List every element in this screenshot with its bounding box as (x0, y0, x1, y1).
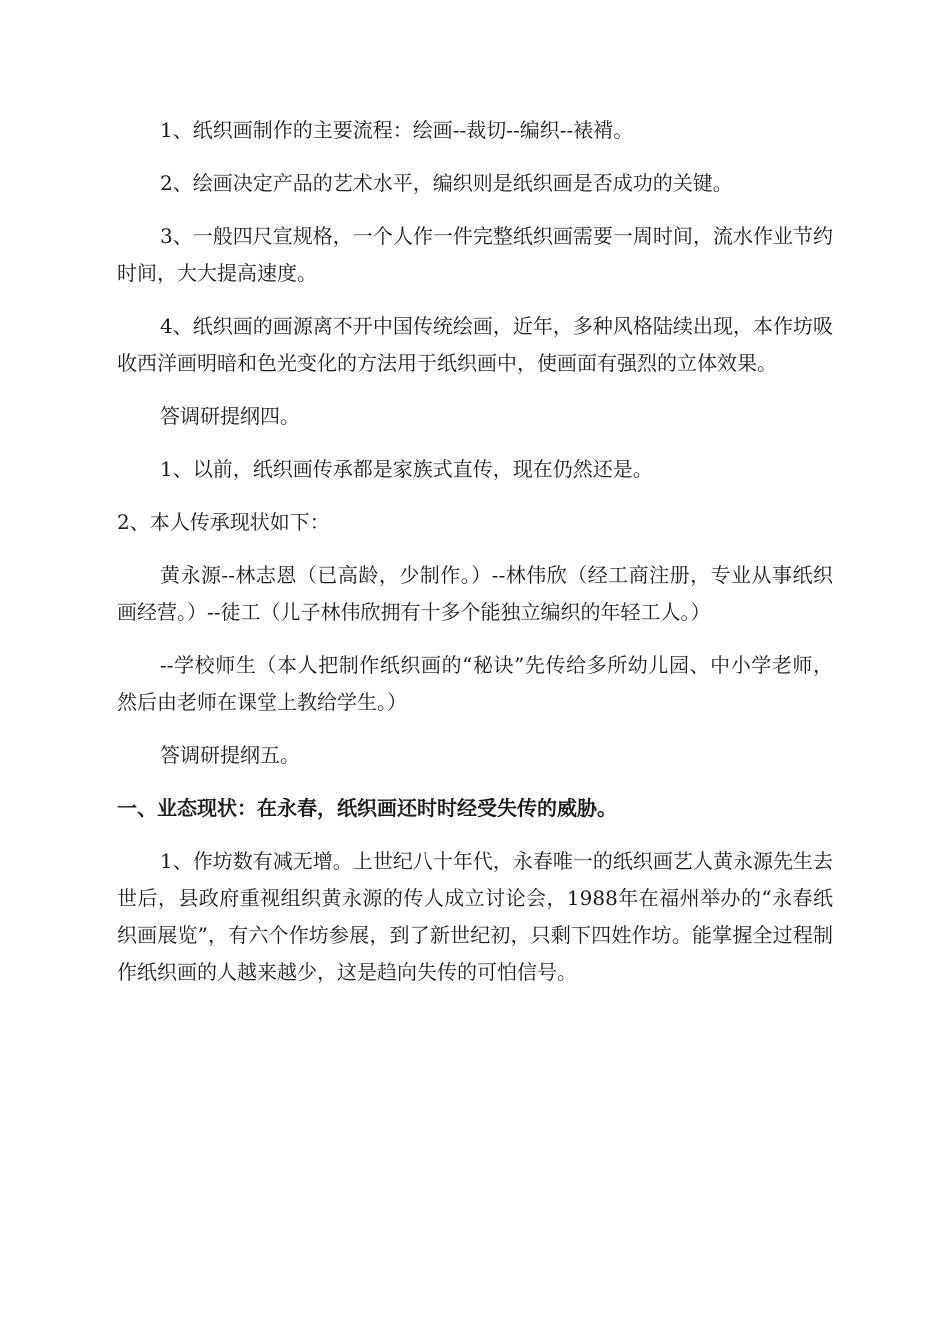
heading-outline-five: 答调研提纲五。 (160, 743, 300, 767)
paragraph-inheritance-status: 2、本人传承现状如下： (117, 510, 330, 534)
section-heading-business-status: 一、业态现状：在永春，纸织画还时时经受失传的威胁。 (117, 796, 617, 820)
paragraph-process-flow: 1、纸织画制作的主要流程：绘画--裁切--编织--裱褙。 (160, 118, 634, 142)
paragraph-painting-source: 4、纸织画的画源离不开中国传统绘画，近年，多种风格陆续出现，本作坊吸收西洋画明暗和色光变化的方法用于纸织画中，使画面有强烈的立体效果。 (117, 314, 833, 375)
paragraph-production-time: 3、一般四尺宣规格，一个人作一件完整纸织画需要一周时间，流水作业节约时间，大大提高速度。 (117, 224, 833, 285)
heading-outline-four: 答调研提纲四。 (160, 404, 300, 428)
paragraph-workshop-decline: 1、作坊数有减无增。上世纪八十年代，永春唯一的纸织画艺人黄永源先生去世后，县政府重视组织黄永源的传人成立讨论会，1988年在福州举办的“永春纸织画展览”，有六个作坊参展，到了新世纪初，只剩下四姓作坊。能掌握全过程制作纸织画的人越来越少，这是趋向失传的可怕信号。 (117, 849, 833, 984)
paragraph-lineage: 黄永源--林志恩（已高龄，少制作。）--林伟欣（经工商注册，专业从事纸织画经营。）--徒工（儿子林伟欣拥有十多个能独立编织的年轻工人。） (117, 563, 833, 624)
document-body (117, 112, 833, 1007)
paragraph-school-teaching: --学校师生（本人把制作纸织画的“秘诀”先传给多所幼儿园、中小学老师，然后由老师在课堂上教给学生。） (117, 653, 833, 714)
paragraph-painting-weaving: 2、绘画决定产品的艺术水平，编织则是纸织画是否成功的关键。 (160, 171, 733, 195)
paragraph-inheritance-past: 1、以前，纸织画传承都是家族式直传，现在仍然还是。 (160, 457, 653, 481)
